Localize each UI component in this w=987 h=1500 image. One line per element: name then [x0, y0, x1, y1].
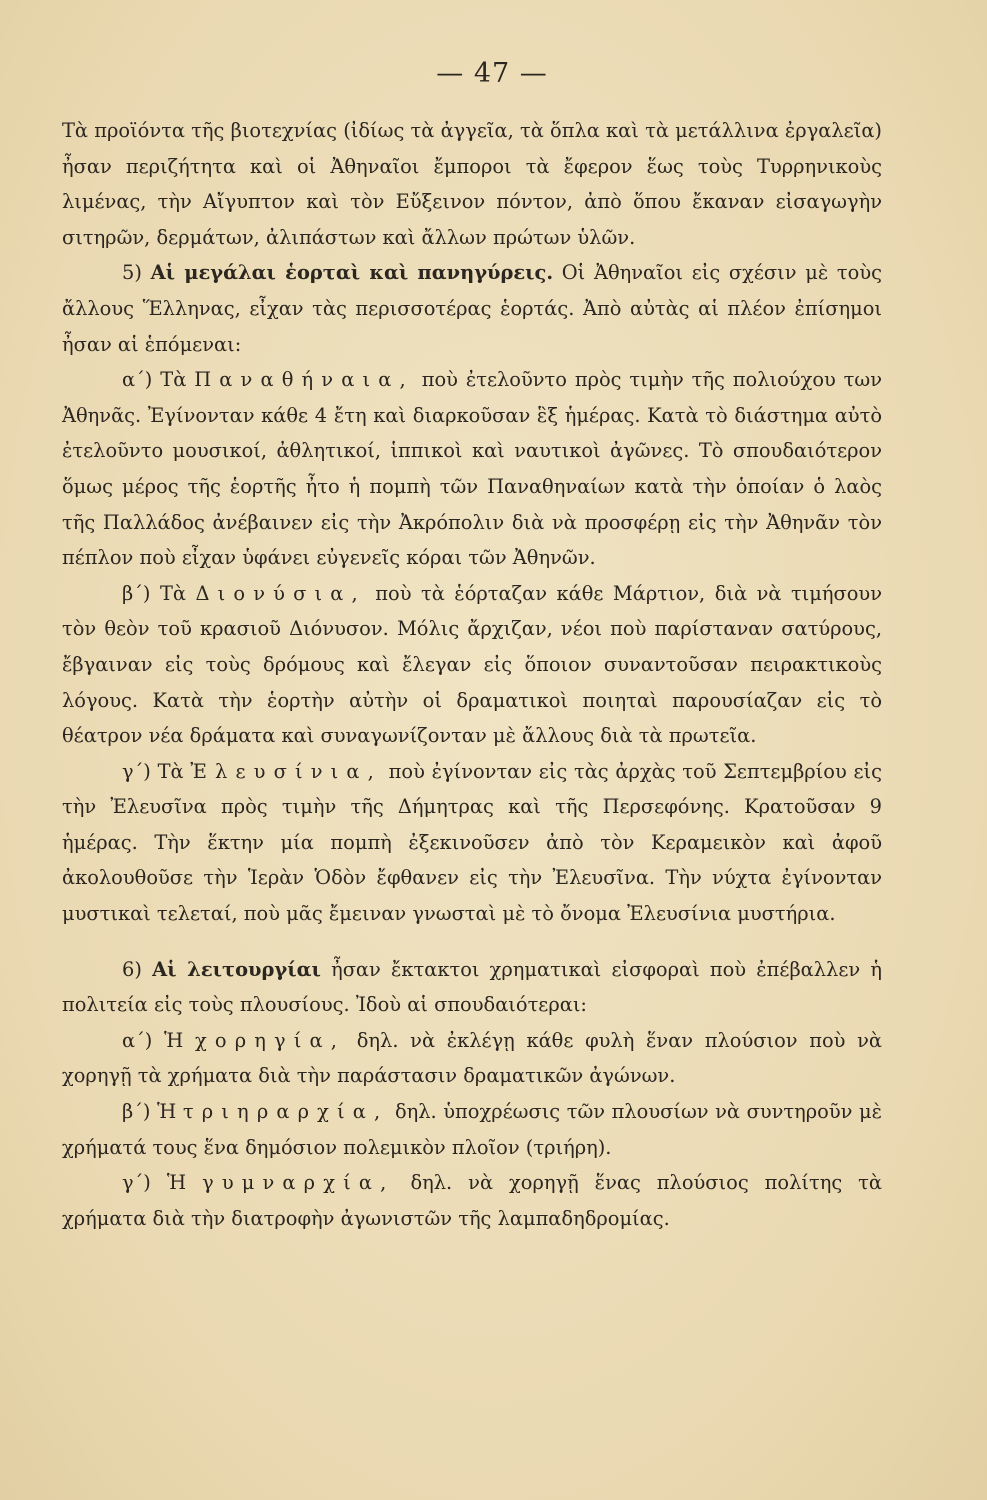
section-6-number: 6)	[122, 957, 142, 981]
section-6-heading: Αἱ λειτουργίαι	[152, 957, 321, 981]
item-marker: α΄) Τὰ	[122, 368, 187, 392]
festival-name: Ἐλευσίνια,	[190, 759, 382, 783]
liturgy-name: τριηραρχία,	[182, 1100, 389, 1124]
section-5-intro-text: Οἱ Ἀθηναῖοι εἰς σχέσιν μὲ τοὺς ἄλλους Ἕλληνας, εἶχαν τὰς περισσοτέρας ἑορτάς. Ἀπὸ αὐτὰς αἱ πλέον ἐπίσημοι ἦσαν αἱ ἑπόμεναι:	[62, 261, 882, 356]
section-5-heading: Αἱ μεγάλαι ἑορταὶ καὶ πανηγύρεις.	[150, 261, 554, 285]
section-6-item-a	[62, 1023, 882, 1094]
item-marker: α΄) Ἡ	[122, 1028, 184, 1052]
section-5-item-a	[62, 362, 882, 576]
liturgy-name: χορηγία,	[194, 1028, 346, 1052]
item-marker: β΄) Τὰ	[122, 581, 186, 605]
section-5-intro	[62, 255, 882, 362]
festival-name: Παναθήναια,	[194, 368, 414, 392]
item-marker: γ΄) Τὰ	[122, 759, 184, 783]
item-marker: γ΄) Ἡ	[122, 1171, 187, 1195]
section-5-item-b	[62, 576, 882, 754]
section-6-intro	[62, 952, 882, 1023]
item-text: δηλ. νὰ ἐκλέγῃ κάθε φυλὴ ἕναν πλούσιον ποὺ νὰ χορηγῇ τὰ χρήματα διὰ τὴν παράστασιν δραματικῶν ἀγώνων.	[62, 1028, 883, 1088]
intro-paragraph: Τὰ προϊόντα τῆς βιοτεχνίας (ἰδίως τὰ ἀγγεῖα, τὰ ὅπλα καὶ τὰ μετάλλινα ἐργαλεῖα) ἦσαν περιζήτητα καὶ οἱ Ἀθηναῖοι ἔμποροι τὰ ἔφερον ἕως τοὺς Τυρρηνικοὺς λιμένας, τὴν Αἴγυπτον καὶ τὸν Εὔξεινον πόντον, ἀπὸ ὅπου ἔκαναν εἰσαγωγὴν σιτηρῶν, δερμάτων, ἀλιπάστων καὶ ἄλλων πρώτων ὑλῶν.	[62, 119, 882, 249]
section-5-item-c	[62, 754, 882, 932]
section-5-number: 5)	[122, 261, 142, 285]
section-6-intro-text: ἦσαν ἔκτακτοι χρηματικαὶ εἰσφοραὶ ποὺ ἐπέβαλλεν ἡ πολιτεία εἰς τοὺς πλουσίους. Ἰδοὺ αἱ σπουδαιότεραι:	[62, 957, 882, 1017]
item-text: δηλ. ὑποχρέωσις τῶν πλουσίων νὰ συντηροῦν μὲ χρήματά τους ἕνα δημόσιον πολεμικὸν πλοῖον (τριήρη).	[62, 1100, 882, 1159]
item-text: ποὺ ἐγίνονταν εἰς τὰς ἀρχὰς τοῦ Σεπτεμβρίου εἰς τὴν Ἐλευσῖνα πρὸς τιμὴν τῆς Δήμητρας καὶ τῆς Περσεφόνης. Κρατοῦσαν 9 ἡμέρας. Τὴν ἕκτην μία πομπὴ ἐξεκινοῦσεν ἀπὸ τὸν Κεραμεικὸν καὶ ἀφοῦ ἀκολουθοῦσε τὴν Ἱερὰν Ὁδὸν ἔφθανεν εἰς τὴν Ἐλευσῖνα. Τὴν νύχτα ἐγίνονταν μυστικαὶ τελεταί, ποὺ μᾶς ἔμειναν γνωσταὶ μὲ τὸ ὄνομα Ἐλευσίνια μυστήρια.	[62, 759, 882, 926]
item-text: ποὺ ἐτελοῦντο πρὸς τιμὴν τῆς πολιούχου των Ἀθηνᾶς. Ἐγίνονταν κάθε 4 ἔτη καὶ διαρκοῦσαν ἓξ ἡμέρας. Κατὰ τὸ διάστημα αὐτὸ ἐτελοῦντο μουσικοί, ἀθλητικοί, ἱππικοὶ καὶ ναυτικοὶ ἀγῶνες. Τὸ σπουδαιότερον ὅμως μέρος τῆς ἑορτῆς ἦτο ἡ πομπὴ τῶν Παναθηναίων κατὰ τὴν ὁποίαν ὁ λαὸς τῆς Παλλάδος ἀνέβαινεν εἰς τὴν Ἀκρόπολιν διὰ νὰ προσφέρῃ εἰς τὴν Ἀθηνᾶν τὸν πέπλον ποὺ εἶχαν ὑφάνει εὐγενεῖς κόραι τῶν Ἀθηνῶν.	[62, 368, 883, 570]
festival-name: Διονύσια,	[195, 581, 366, 605]
section-6-item-c	[62, 1165, 882, 1236]
item-marker: β΄) Ἡ	[122, 1100, 177, 1124]
item-text: ποὺ τὰ ἑόρταζαν κάθε Μάρτιον, διὰ νὰ τιμήσουν τὸν θεὸν τοῦ κρασιοῦ Διόνυσον. Μόλις ἄρχιζαν, νέοι ποὺ παρίσταναν σατύρους, ἔβγαιναν εἰς τοὺς δρόμους καὶ ἔλεγαν εἰς ὅποιον συναντοῦσαν πειρακτικοὺς λόγους. Κατὰ τὴν ἑορτὴν αὐτὴν οἱ δραματικοὶ ποιηταὶ παρουσίαζαν εἰς τὸ θέατρον νέα δράματα καὶ συναγωνίζονταν μὲ ἄλλους διὰ τὰ πρωτεῖα.	[62, 581, 882, 748]
section-6-item-b	[62, 1094, 882, 1165]
liturgy-name: γυμναρχία,	[202, 1171, 395, 1195]
item-text: δηλ. νὰ χορηγῇ ἕνας πλούσιος πολίτης τὰ χρήματα διὰ τὴν διατροφὴν ἀγωνιστῶν τῆς λαμπαδηδρομίας.	[62, 1171, 882, 1230]
page-number: — 47 —	[436, 58, 548, 89]
